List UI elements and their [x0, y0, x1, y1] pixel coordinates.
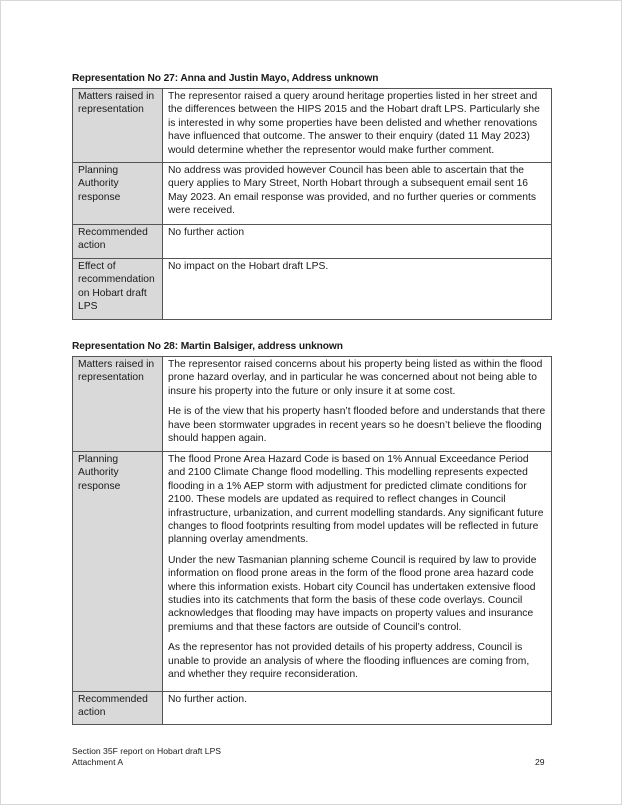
rep28-table — [72, 356, 552, 725]
paragraph: He is of the view that his property hasn’t flooded before and understands that there have been stormwater upgrades in recent years so he doesn’t believe the flooding should happen again. — [168, 406, 546, 445]
row-label: Planning Authority response — [73, 452, 163, 692]
rep28-heading: Representation No 28: Martin Balsiger, address unknown — [72, 341, 343, 352]
row-content — [163, 452, 552, 692]
paragraph: The representor raised concerns about his property being listed as within the flood prone hazard overlay, and in particular he was concerned about not being able to insure his property into the future or only insure it at some cost. — [168, 359, 543, 397]
footer-report-title: Section 35F report on Hobart draft LPS — [72, 746, 222, 756]
paragraph: No impact on the Hobart draft LPS. — [168, 261, 329, 273]
table-row — [73, 692, 552, 725]
table-row — [73, 89, 552, 163]
footer-attachment: Attachment A — [72, 757, 124, 767]
paragraph: No further action. — [168, 694, 247, 705]
paragraph: As the representor has not provided details of his property address, Council is unable to provide an analysis of where the flooding influences are coming from, and whether they require reconsideration. — [168, 642, 530, 681]
table-row — [73, 259, 552, 320]
table-row — [73, 357, 552, 452]
paragraph: No further action — [168, 227, 245, 239]
row-label: Matters raised in representation — [73, 357, 163, 452]
row-content — [163, 225, 552, 259]
row-label: Recommended action — [73, 692, 163, 725]
row-label: Planning Authority response — [73, 163, 163, 225]
paragraph: The flood Prone Area Hazard Code is based on 1% Annual Exceedance Period and 2100 Climate Change flood modelling. This modelling represents expected flooding in a 1% AEP storm with adjustment for predicted climate conditions for 2100. These models are updated as required to reflect changes in Council infrastructure, urbanization, and current modelling standards. Any significant future changes to flood footprints resulting from model updates will be reflected in future planning overlay amendments. — [168, 454, 544, 546]
row-content — [163, 89, 552, 163]
row-content — [163, 357, 552, 452]
paragraph: Under the new Tasmanian planning scheme Council is required by law to provide information on flood prone areas in the form of the flood prone area hazard code where this information exists. Hobart city Council has undertaken extensive flood studies into its catchments that form the basis of these code overlays. Council acknowledges that flooding may have impacts on property values and insurance premiums and that these factors are outside of Council’s control. — [168, 554, 537, 633]
row-content — [163, 259, 552, 320]
row-label: Effect of recommendation on Hobart draft LPS — [73, 259, 163, 320]
rep27-heading: Representation No 27: Anna and Justin Mayo, Address unknown — [72, 73, 379, 84]
paragraph: No address was provided however Council has been able to ascertain that the query applies to Mary Street, North Hobart through a subsequent email sent 16 May 2023. An email response was provided, and no further queries or comments were received. — [168, 165, 537, 217]
table-row — [73, 163, 552, 225]
rep27-table — [72, 88, 552, 320]
row-content — [163, 692, 552, 725]
page-number: 29 — [535, 757, 545, 767]
page-footer — [72, 746, 221, 768]
table-row — [73, 452, 552, 692]
paragraph: The representor raised a query around heritage properties listed in her street and the differences between the HIPS 2015 and the Hobart draft LPS. Particularly she is interested in why some properties have been delisted and whether renovations have influenced that outcome. The answer to their enquiry (dated 11 May 2023) would determine whether the representor would make further comment. — [168, 91, 540, 156]
row-label: Recommended action — [73, 225, 163, 259]
row-content — [163, 163, 552, 225]
row-label: Matters raised in representation — [73, 89, 163, 163]
table-row — [73, 225, 552, 259]
